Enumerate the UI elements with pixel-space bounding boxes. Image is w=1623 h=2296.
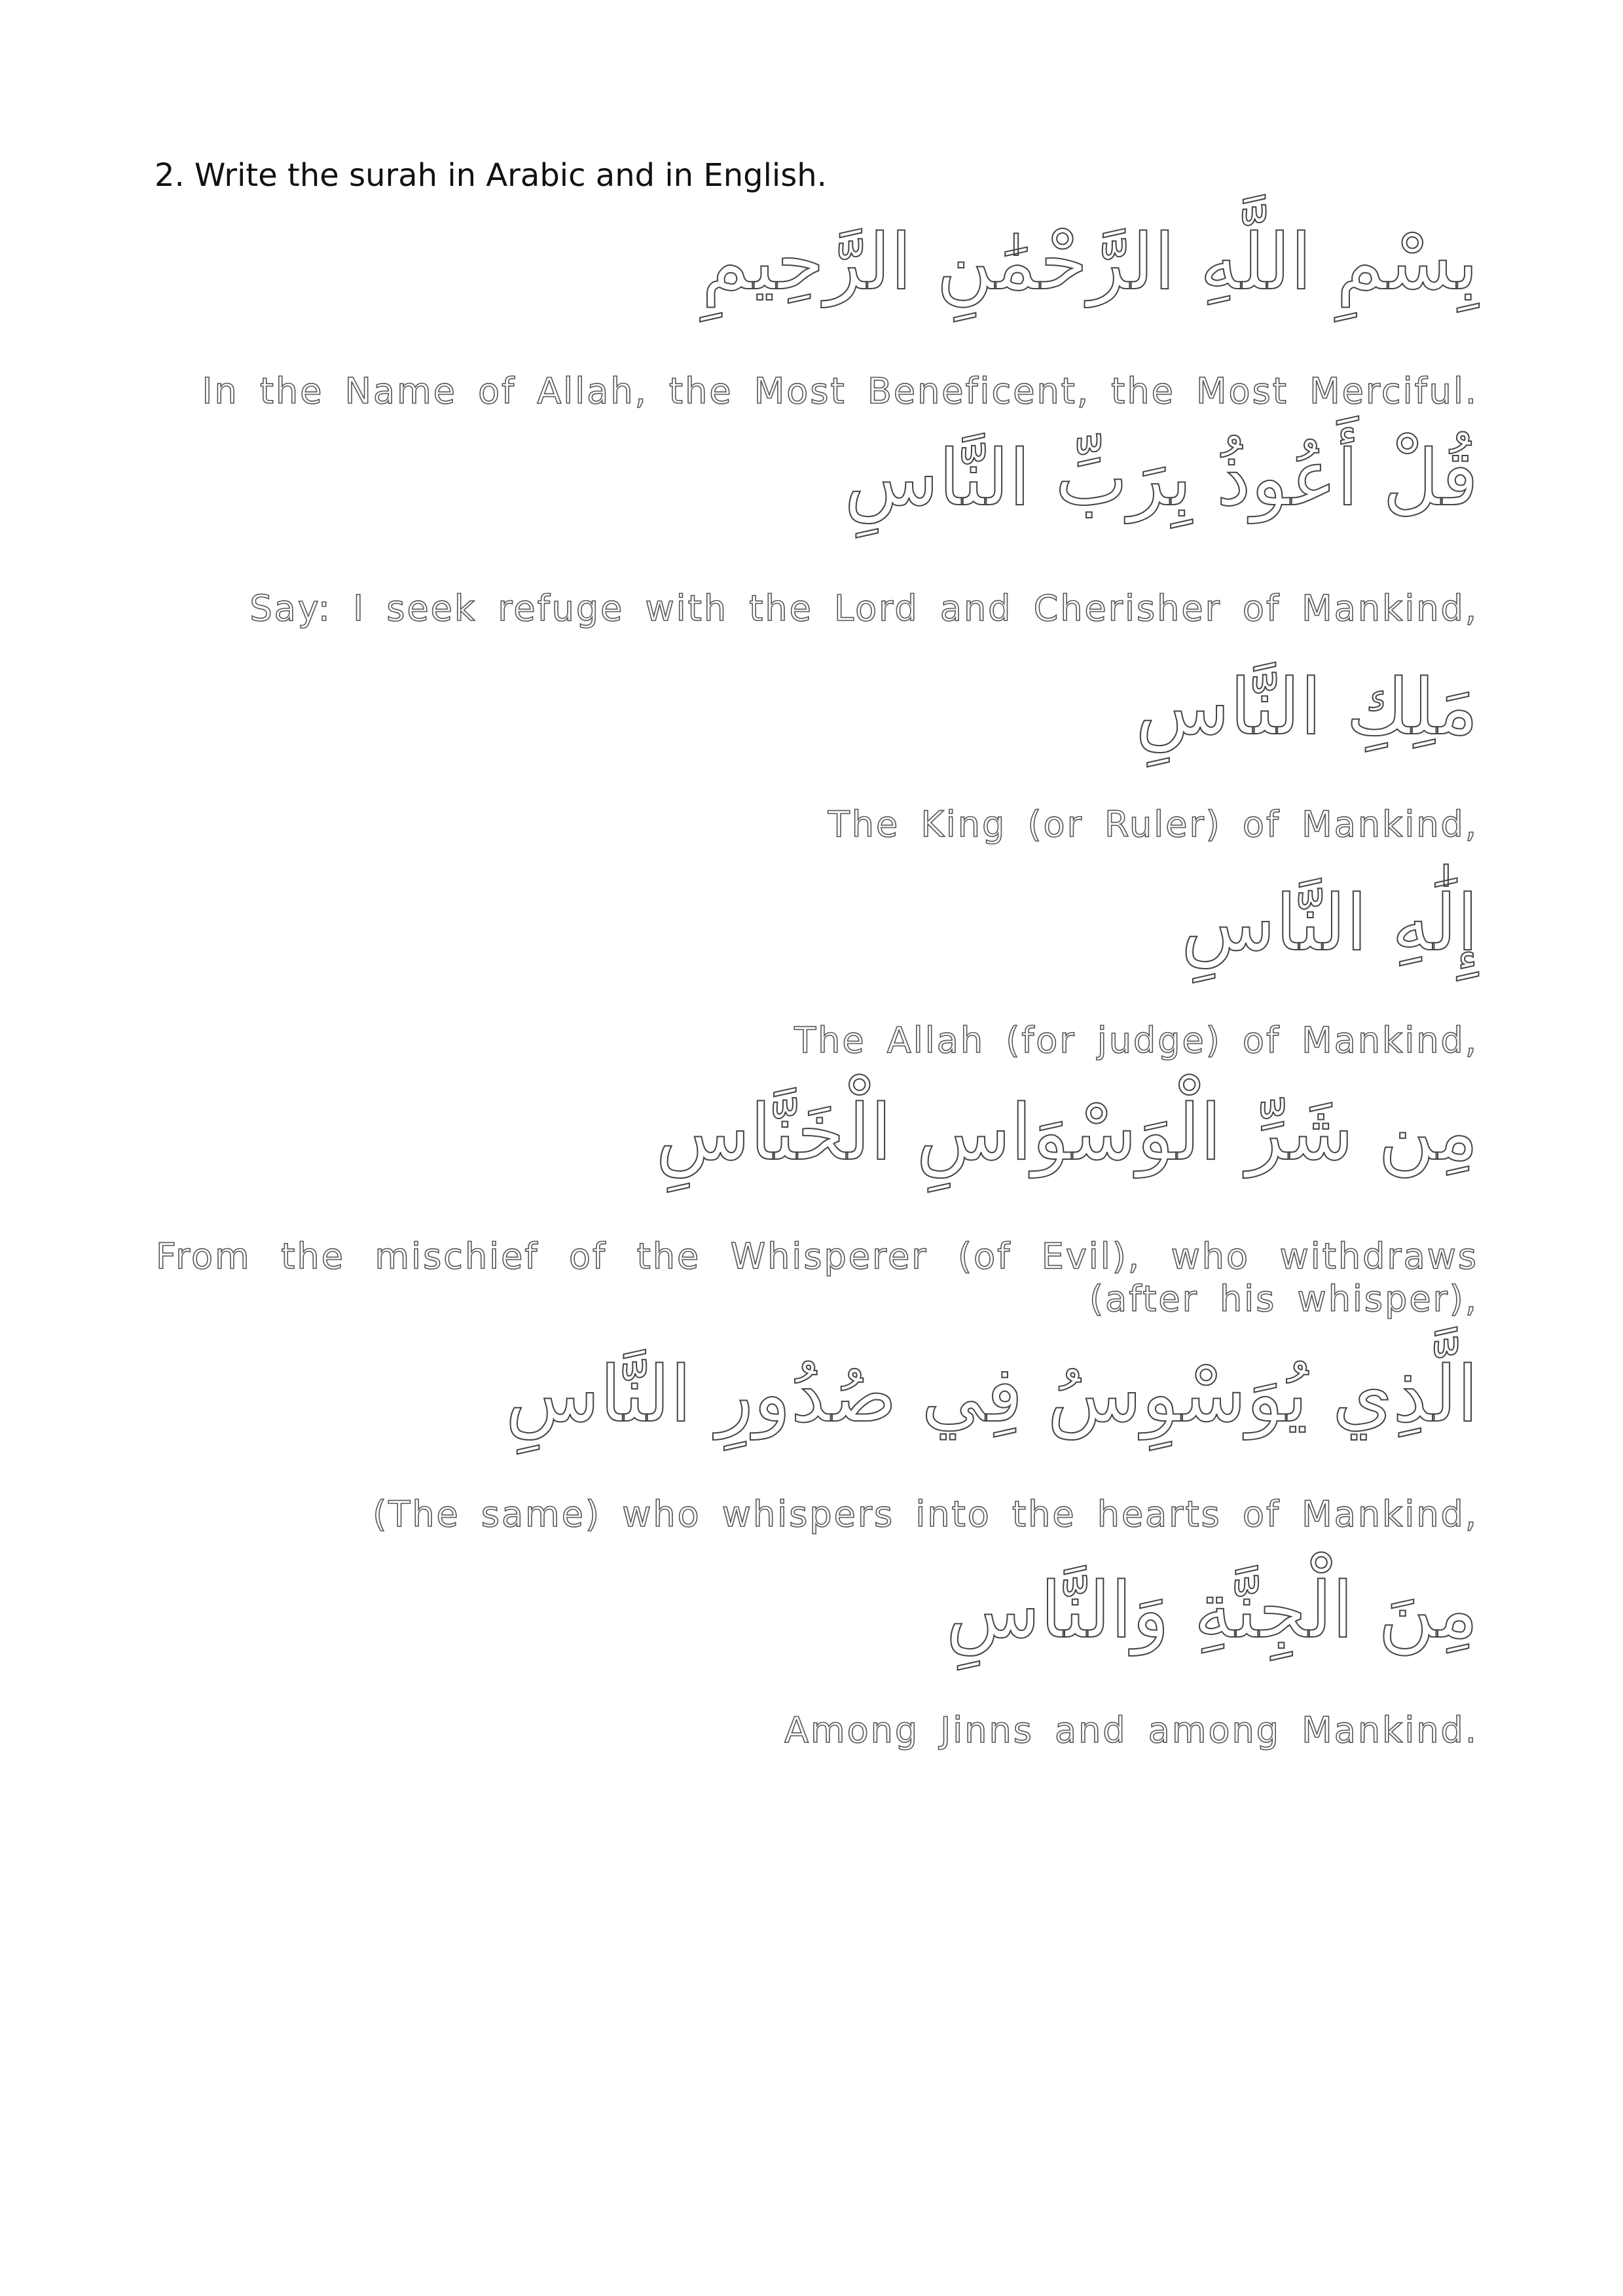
verse-3: [1135, 661, 1478, 754]
verse-5-translation-block: [156, 1236, 1478, 1321]
verse-1-arabic: بِسْمِ اللَّهِ الرَّحْمَٰنِ الرَّحِيمِ: [702, 217, 1478, 307]
verse-6-arabic: الَّذِي يُوَسْوِسُ فِي صُدُورِ النَّاسِ: [505, 1349, 1478, 1439]
verse-7-translation-block: [784, 1710, 1478, 1752]
verse-2-english: Say: I seek refuge with the Lord and Cherisher of Mankind,: [249, 588, 1478, 629]
verse-4-translation-block: [794, 1020, 1478, 1062]
verse-1-translation-block: [202, 370, 1478, 413]
verse-4-arabic: إِلَٰهِ النَّاسِ: [1181, 878, 1478, 968]
verse-7: [946, 1564, 1478, 1657]
verse-4-english: The Allah (for judge) of Mankind,: [794, 1020, 1478, 1061]
verse-5-arabic: مِن شَرِّ الْوَسْوَاسِ الْخَنَّاسِ: [655, 1087, 1478, 1177]
verse-3-english: The King (or Ruler) of Mankind,: [828, 804, 1478, 845]
verse-4: [1181, 877, 1478, 970]
verse-7-arabic: مِنَ الْجِنَّةِ وَالنَّاسِ: [945, 1565, 1478, 1655]
verse-1-english: In the Name of Allah, the Most Beneficent, the Most Merciful.: [202, 370, 1478, 412]
verse-2-arabic: قُلْ أَعُوذُ بِرَبِّ النَّاسِ: [844, 433, 1478, 523]
verse-1: [702, 216, 1478, 309]
verse-3-translation-block: [828, 804, 1478, 846]
verse-6-english: (The same) who whispers into the hearts of Mankind,: [373, 1494, 1478, 1535]
verse-7-english: Among Jinns and among Mankind.: [784, 1710, 1478, 1751]
verse-5-english: From the mischief of the Whisperer (of Evil), who withdraws (after his whisper),: [156, 1236, 1478, 1319]
verse-6: [505, 1348, 1478, 1441]
verse-5: [656, 1086, 1478, 1179]
verse-3-arabic: مَلِكِ النَّاسِ: [1135, 662, 1478, 752]
verse-6-translation-block: [373, 1494, 1478, 1536]
verse-2-translation-block: [249, 588, 1478, 630]
verse-2: [845, 432, 1478, 525]
worksheet-instruction: 2. Write the surah in Arabic and in English.: [155, 157, 827, 194]
